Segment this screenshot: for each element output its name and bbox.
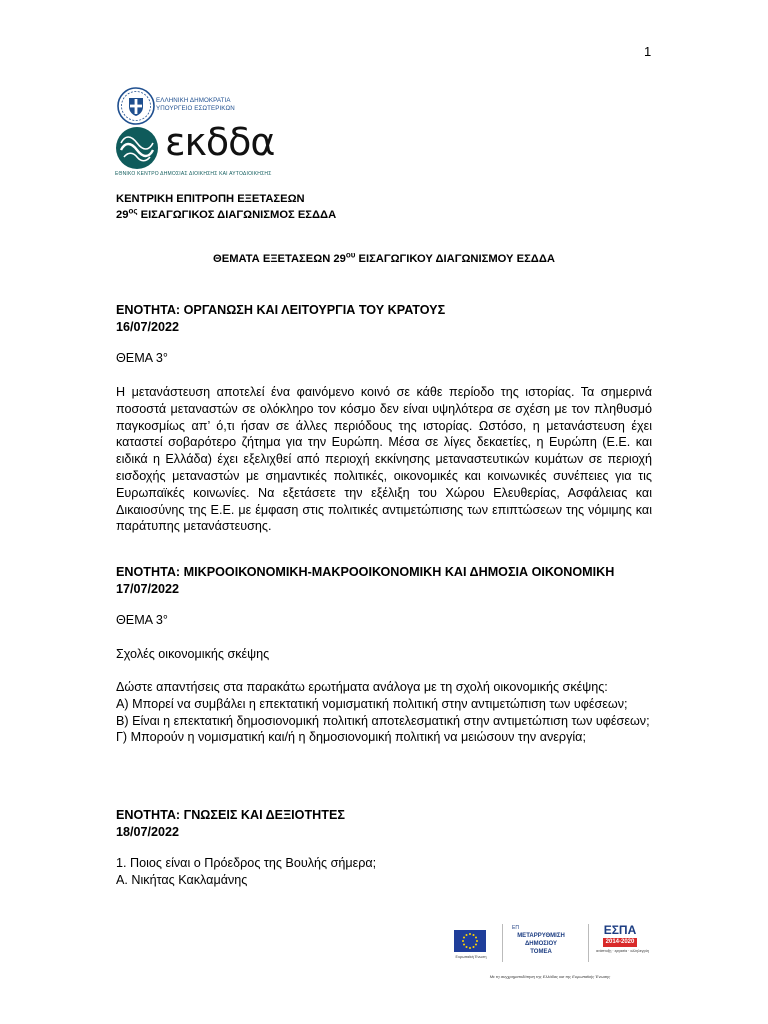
section3-answer: Α. Νικήτας Κακλαμάνης: [116, 872, 248, 887]
competition-name: $29^{o\varsigma}$ ΕΙΣΑΓΩΓΙΚΟΣ ΔΙΑΓΩΝΙΣΜΟΣ ΕΣΔΔΑ: [116, 206, 337, 221]
document-header: [116, 191, 652, 223]
ekdda-subtitle: ΕΘΝΙΚΟ ΚΕΝΤΡΟ ΔΗΜΟΣΙΑΣ ΔΙΟΙΚΗΣΗΣ ΚΑΙ ΑΥΤΟΔΙΟΙΚΗΣΗΣ: [115, 171, 272, 177]
ekdda-emblem-icon: [115, 126, 159, 170]
greek-coat-of-arms-icon: [116, 86, 156, 126]
gov-name-line1: ΕΛΛΗΝΙΚΗ ΔΗΜΟΚΡΑΤΙΑ: [156, 97, 231, 104]
page-number: 1: [644, 44, 652, 59]
section1-date: 16/07/2022: [116, 319, 180, 334]
section3-date: 18/07/2022: [116, 824, 180, 839]
eu-caption: Ευρωπαϊκή Ένωση: [455, 955, 487, 959]
footer-divider: [588, 924, 589, 962]
eu-flag-icon: [454, 930, 486, 952]
public-sector-reform-logo: ΕΠ ΜΕΤΑΡΡΥΘΜΙΣΗ ΔΗΜΟΣΙΟΥ ΤΟΜΕΑ: [512, 925, 565, 955]
question-c: Γ) Μπορούν η νομισματική και/ή η δημοσιονομική πολιτική να μειώσουν την ανεργία;: [116, 730, 586, 745]
footer-funding-logos: [446, 918, 650, 988]
section3-question: 1. Ποιος είναι ο Πρόεδρος της Βουλής σήμερα;: [116, 856, 377, 870]
section2-intro: Δώστε απαντήσεις στα παρακάτω ερωτήματα ανάλογα με τη σχολή οικονομικής σκέψης:: [116, 680, 608, 694]
section2-subtitle: Σχολές οικονομικής σκέψης: [116, 647, 270, 661]
document-title: ΘΕΜΑΤΑ ΕΞΕΤΑΣΕΩΝ $29^{o\upsilon}$ ΕΙΣΑΓΩΓΙΚΟΥ ΔΙΑΓΩΝΙΣΜΟΥ ΕΣΔΔΑ: [213, 250, 555, 265]
section1-topic: ΘΕΜΑ 3°: [116, 351, 168, 365]
footer-divider: [502, 924, 503, 962]
ekdda-wordmark: εκδδα: [165, 120, 275, 164]
gov-name-line2: ΥΠΟΥΡΓΕΙΟ ΕΣΩΤΕΡΙΚΩΝ: [156, 105, 235, 112]
section3-content: [116, 855, 652, 889]
section2-heading: ΕΝΟΤΗΤΑ: ΜΙΚΡΟΟΙΚΟΝΟΜΙΚΗ-ΜΑΚΡΟΟΙΚΟΝΟΜΙΚΗ ΚΑΙ ΔΗΜΟΣΙΑ ΟΙΚΟΝΟΜΙΚΗ 17/07/2022: [116, 564, 652, 598]
section1-heading: ΕΝΟΤΗΤΑ: ΟΡΓΑΝΩΣΗ ΚΑΙ ΛΕΙΤΟΥΡΓΙΑ ΤΟΥ ΚΡΑΤΟΥΣ 16/07/2022: [116, 302, 652, 336]
question-b: Β) Είναι η επεκτατική δημοσιονομική πολιτική αποτελεσματική στην αντιμετώπιση των υφέσεων;: [116, 713, 650, 728]
section2-topic: ΘΕΜΑ 3°: [116, 613, 168, 627]
espa-logo: ΕΣΠΑ 2014-2020 ανάπτυξη · εργασία · αλληλεγγύη: [596, 923, 650, 953]
section3-heading: ΕΝΟΤΗΤΑ: ΓΝΩΣΕΙΣ ΚΑΙ ΔΕΞΙΟΤΗΤΕΣ 18/07/2022: [116, 807, 652, 841]
cofunding-caption: Με τη συγχρηματοδότηση της Ελλάδας και της Ευρωπαϊκής Ένωσης: [489, 974, 611, 979]
section2-date: 17/07/2022: [116, 581, 180, 596]
committee-name: ΚΕΝΤΡΙΚΗ ΕΠΙΤΡΟΠΗ ΕΞΕΤΑΣΕΩΝ: [116, 193, 305, 205]
section2-questions: [116, 679, 652, 746]
ekdda-logo: [115, 120, 295, 178]
question-a: Α) Μπορεί να συμβάλει η επεκτατική νομισματική πολιτική στην αντιμετώπιση των υφέσεων;: [116, 696, 628, 711]
section1-paragraph: Η μετανάστευση αποτελεί ένα φαινόμενο κοινό σε κάθε περίοδο της ιστορίας. Τα σημερινά ποσοστά μεταναστών σε ολόκληρο τον κόσμο δεν είναι υψηλότερα σε σχέση με τον πληθυσμό παγκοσμίως απ’ ό,τι ήσαν σε άλλες περιόδους της ιστορίας. Ωστόσο, η μετανάστευση έχει καταστεί σοβαρότερο ζήτημα για την Ευρώπη. Μέσα σε λίγες δεκαετίες, η Ευρώπη (Ε.Ε. και ειδικά η Ελλάδα) έχει εξελιχθεί από περιοχή εκκίνησης μεταναστευτικών κυμάτων σε περιοχή εισδοχής μεταναστών με σημαντικές πολιτικές, οικονομικές και κοινωνικές συνέπειες για τις Ευρωπαϊκές κοινωνίες. Να εξετάσετε την εξέλιξη του Χώρου Ελευθερίας, Ασφάλειας και Δικαιοσύνης της Ε.Ε. με έμφαση στις πολιτικές αντιμετώπισης των επιπτώσεων της νόμιμης και παράτυπης μετανάστευσης.: [116, 385, 652, 534]
